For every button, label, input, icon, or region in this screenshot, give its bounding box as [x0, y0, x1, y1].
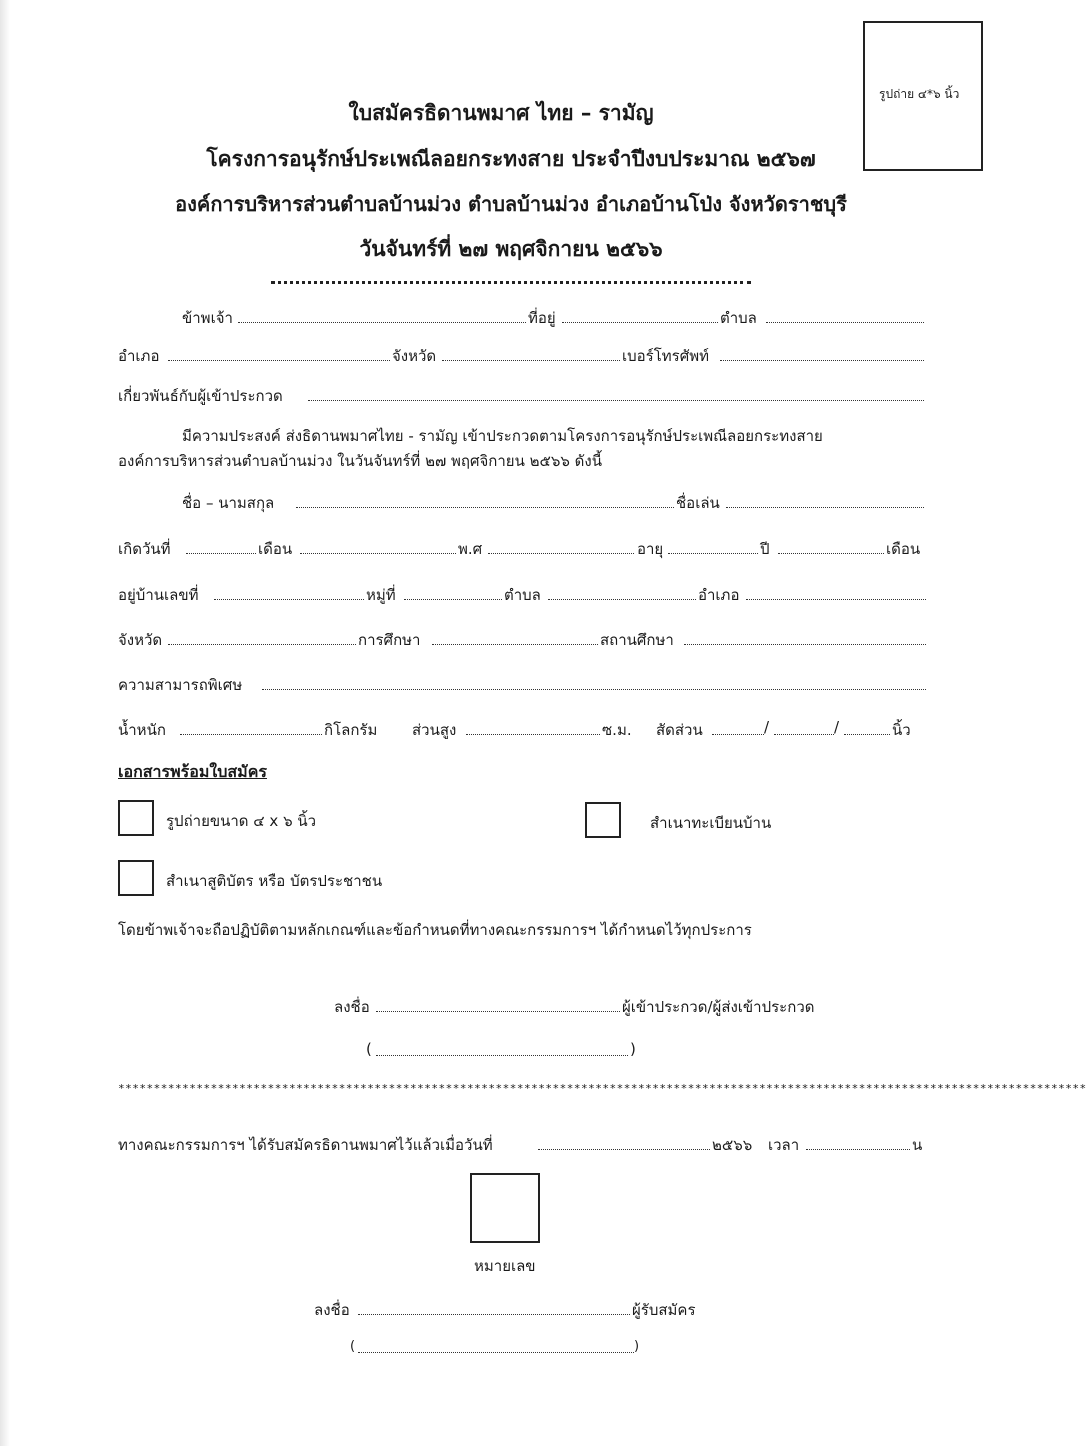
contestant-subdistrict-field[interactable] — [548, 599, 696, 600]
birth-year-label: พ.ศ — [458, 540, 483, 558]
height-field[interactable] — [466, 734, 600, 735]
hip-field[interactable] — [844, 734, 890, 735]
applicant-number-label: หมายเลข — [474, 1257, 536, 1275]
applicant-address-label: ที่อยู่ — [528, 309, 556, 327]
applicant-address-field[interactable] — [562, 322, 718, 323]
kg-unit: กิโลกรัม — [324, 721, 378, 739]
contestant-name-open-paren: ( — [366, 1040, 372, 1058]
contestant-nickname-field[interactable] — [726, 507, 924, 508]
contestant-sign-label: ลงชื่อ — [334, 998, 370, 1016]
waist-field[interactable] — [774, 734, 834, 735]
photo-box-label: รูปถ่าย ๔*๖ นิ้ว — [879, 87, 960, 101]
education-label: การศึกษา — [358, 631, 421, 649]
contestant-name-close-paren: ) — [630, 1040, 636, 1058]
received-time-label: เวลา — [768, 1136, 800, 1154]
house-registration-label: สำเนาทะเบียนบ้าน — [650, 814, 772, 832]
birth-month-field[interactable] — [300, 553, 456, 554]
receiver-name-open-paren: ( — [350, 1339, 356, 1354]
birth-year-field[interactable] — [488, 553, 634, 554]
house-registration-checkbox[interactable] — [585, 802, 621, 838]
time-unit: น — [912, 1136, 923, 1154]
talent-label: ความสามารถพิเศษ — [118, 676, 243, 694]
talent-field[interactable] — [262, 689, 926, 690]
education-field[interactable] — [432, 644, 598, 645]
contestant-subdistrict-label: ตำบล — [504, 586, 541, 604]
receiver-sign-label: ลงชื่อ — [314, 1301, 350, 1319]
documents-heading: เอกสารพร้อมใบสมัคร — [118, 762, 267, 781]
title-divider — [271, 281, 751, 284]
applicant-subdistrict-field[interactable] — [766, 322, 924, 323]
age-months-field[interactable] — [778, 553, 884, 554]
photo-checkbox[interactable] — [118, 800, 154, 836]
receiver-printed-name-field[interactable] — [358, 1352, 634, 1353]
proportion-label: สัดส่วน — [656, 721, 703, 739]
contestant-signature-field[interactable] — [376, 1011, 620, 1012]
age-years-field[interactable] — [668, 553, 758, 554]
height-label: ส่วนสูง — [412, 721, 457, 739]
contestant-sign-role: ผู้เข้าประกวด/ผู้ส่งเข้าประกวด — [622, 998, 815, 1016]
applicant-phone-label: เบอร์โทรศัพท์ — [622, 347, 710, 365]
contestant-nickname-label: ชื่อเล่น — [676, 494, 720, 512]
moo-label: หมู่ที่ — [366, 586, 396, 604]
receiver-name-close-paren: ) — [634, 1339, 640, 1354]
weight-field[interactable] — [180, 734, 322, 735]
committee-received-label: ทางคณะกรรมการฯ ได้รับสมัครธิดานพมาศไว้แล้วเมื่อวันที่ — [118, 1136, 493, 1154]
receiver-signature-field[interactable] — [358, 1314, 630, 1315]
received-date-field[interactable] — [538, 1149, 710, 1150]
birth-month-label: เดือน — [258, 540, 293, 558]
proportion-slash-2: / — [834, 718, 840, 736]
id-card-label: สำเนาสูติบัตร หรือ บัตรประชาชน — [166, 872, 383, 890]
birth-day-field[interactable] — [186, 553, 256, 554]
relation-label: เกี่ยวพันธ์กับผู้เข้าประกวด — [118, 387, 283, 405]
photo-document-label: รูปถ่ายขนาด ๔ x ๖ นิ้ว — [166, 812, 317, 830]
contestant-district-label: อำเภอ — [698, 586, 740, 604]
intent-line-1: มีความประสงค์ ส่งธิดานพมาศไทย - รามัญ เข้าประกวดตามโครงการอนุรักษ์ประเพณีลอยกระทงสาย — [182, 427, 823, 445]
moo-field[interactable] — [404, 599, 502, 600]
received-year: ๒๕๖๖ — [712, 1136, 753, 1154]
section-separator: **************************************************************************************************************************************** — [118, 1082, 1087, 1095]
project-title: โครงการอนุรักษ์ประเพณีลอยกระทงสาย ประจำปีงบประมาณ ๒๕๖๗ — [206, 147, 816, 171]
house-number-field[interactable] — [214, 599, 364, 600]
cm-unit: ซ.ม. — [602, 721, 632, 739]
contestant-fullname-label: ชื่อ – นามสกุล — [182, 494, 275, 512]
applicant-province-label: จังหวัด — [392, 347, 437, 365]
applicant-number-box[interactable] — [470, 1173, 540, 1243]
form-title: ใบสมัครธิดานพมาศ ไทย – รามัญ — [348, 101, 654, 125]
birth-day-label: เกิดวันที่ — [118, 540, 171, 558]
agreement-text: โดยข้าพเจ้าจะถือปฏิบัติตามหลักเกณฑ์และข้อกำหนดที่ทางคณะกรรมการฯ ได้กำหนดไว้ทุกประการ — [118, 921, 752, 939]
applicant-province-field[interactable] — [442, 360, 620, 361]
receiver-sign-role: ผู้รับสมัคร — [632, 1301, 696, 1319]
contestant-district-field[interactable] — [746, 599, 926, 600]
proportion-slash-1: / — [764, 718, 770, 736]
school-label: สถานศึกษา — [600, 631, 674, 649]
intent-line-2: องค์การบริหารส่วนตำบลบ้านม่วง ในวันจันทร์ที่ ๒๗ พฤศจิกายน ๒๕๖๖ ดังนี้ — [118, 452, 602, 470]
contestant-printed-name-field[interactable] — [376, 1055, 628, 1056]
applicant-district-field[interactable] — [168, 360, 390, 361]
organization-line: องค์การบริหารส่วนตำบลบ้านม่วง ตำบลบ้านม่วง อำเภอบ้านโป่ง จังหวัดราชบุรี — [175, 192, 847, 216]
applicant-name-label: ข้าพเจ้า — [182, 309, 233, 327]
school-field[interactable] — [684, 644, 926, 645]
inch-unit: นิ้ว — [892, 721, 911, 739]
applicant-name-field[interactable] — [238, 322, 526, 323]
age-month-unit: เดือน — [886, 540, 921, 558]
id-card-checkbox[interactable] — [118, 860, 154, 896]
applicant-district-label: อำเภอ — [118, 347, 160, 365]
weight-label: น้ำหนัก — [118, 721, 166, 739]
event-date: วันจันทร์ที่ ๒๗ พฤศจิกายน ๒๕๖๖ — [359, 237, 663, 261]
age-label: อายุ — [637, 540, 664, 558]
contestant-province-label: จังหวัด — [118, 631, 163, 649]
applicant-phone-field[interactable] — [720, 360, 924, 361]
house-number-label: อยู่บ้านเลขที่ — [118, 586, 199, 604]
contestant-fullname-field[interactable] — [296, 507, 674, 508]
relation-field[interactable] — [308, 400, 924, 401]
contestant-province-field[interactable] — [168, 644, 356, 645]
age-year-unit: ปี — [760, 540, 770, 558]
applicant-subdistrict-label: ตำบล — [720, 309, 757, 327]
received-time-field[interactable] — [806, 1149, 910, 1150]
bust-field[interactable] — [712, 734, 764, 735]
